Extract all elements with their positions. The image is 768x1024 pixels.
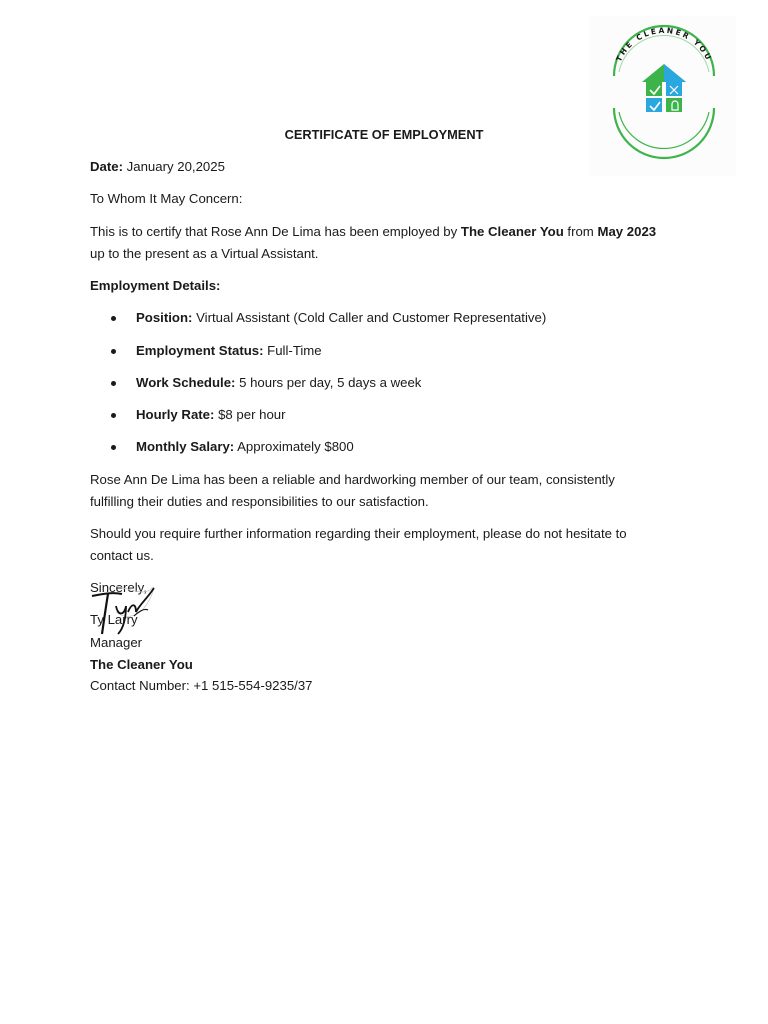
detail-value: Virtual Assistant (Cold Caller and Customer Representative) (196, 310, 547, 325)
intro-text-2: from (563, 224, 598, 239)
bullet-icon (111, 413, 116, 418)
intro-text-1: This is to certify that Rose Ann De Lima has been employed by (90, 224, 461, 239)
paragraph-3-line-1: Should you require further information regarding their employment, please do not hesitate to (90, 526, 627, 541)
detail-value: $8 per hour (218, 407, 286, 422)
signer-title: Manager (90, 635, 143, 650)
detail-label: Employment Status: (136, 343, 264, 358)
detail-value: Approximately $800 (237, 439, 354, 454)
salutation: To Whom It May Concern: (90, 191, 243, 206)
bullet-icon (111, 445, 116, 450)
signer-name: Ty Larry (90, 612, 138, 627)
bullet-icon (111, 381, 116, 386)
contact-number: Contact Number: +1 515-554-9235/37 (90, 678, 313, 693)
paragraph-2-line-2: fulfilling their duties and responsibilities to our satisfaction. (90, 494, 429, 509)
handwritten-signature (86, 582, 160, 640)
date-value: January 20,2025 (126, 159, 225, 174)
intro-line-1 (90, 223, 656, 241)
detail-value: 5 hours per day, 5 days a week (239, 375, 422, 390)
logo-text: THE CLEANER YOU (614, 25, 714, 64)
paragraph-3-line-2: contact us. (90, 548, 154, 563)
company-logo (590, 16, 736, 176)
company-logo-graphic (590, 16, 736, 176)
date-line (90, 158, 225, 176)
details-heading: Employment Details: (90, 278, 221, 293)
signer-company: The Cleaner You (90, 657, 193, 672)
bullet-icon (111, 316, 116, 321)
detail-label: Monthly Salary: (136, 439, 235, 454)
svg-text:THE CLEANER YOU (614, 26, 714, 63)
paragraph-2-line-1: Rose Ann De Lima has been a reliable and hardworking member of our team, consistently (90, 472, 615, 487)
date-label: Date: (90, 159, 123, 174)
detail-label: Work Schedule: (136, 375, 236, 390)
closing: Sincerely, (90, 580, 147, 595)
detail-label: Hourly Rate: (136, 407, 215, 422)
document-title: CERTIFICATE OF EMPLOYMENT (284, 127, 484, 142)
intro-start-date: May 2023 (597, 224, 657, 239)
bullet-icon (111, 349, 116, 354)
intro-line-2: up to the present as a Virtual Assistant. (90, 246, 319, 261)
detail-label: Position: (136, 310, 193, 325)
intro-company: The Cleaner You (460, 224, 564, 239)
detail-value: Full-Time (267, 343, 322, 358)
